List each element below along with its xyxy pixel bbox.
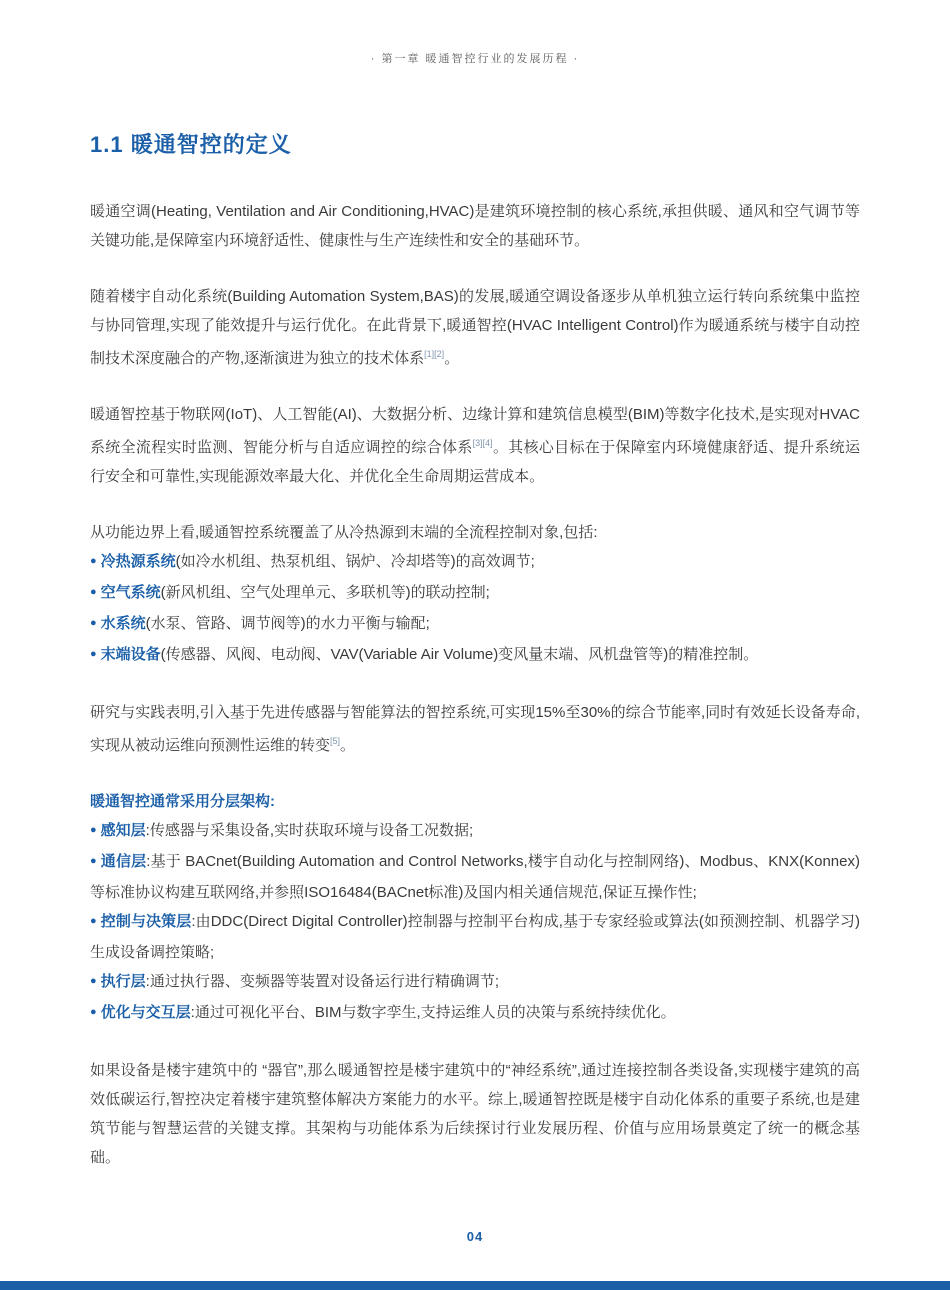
- text-run: :通过可视化平台、BIM与数字孪生,支持运维人员的决策与系统持续优化。: [190, 1004, 676, 1021]
- text-run-sup: [3][4]: [472, 438, 493, 448]
- text-run-accent: 水系统: [100, 615, 146, 632]
- text-run-bullet: ●: [90, 586, 97, 598]
- bullet-item-terminal-devices: [90, 640, 860, 671]
- text-run-bullet: ●: [90, 855, 97, 867]
- bullet-item-air-system: [90, 578, 860, 609]
- text-run-accent: 空气系统: [100, 584, 161, 601]
- text-run-bullet: ●: [90, 648, 97, 660]
- text-run: (水泵、管路、调节阀等)的水力平衡与输配;: [145, 615, 430, 632]
- section-title: 1.1 暖通智控的定义: [90, 132, 292, 157]
- text-run-accent: 冷热源系统: [100, 553, 176, 570]
- text-run-sup: [1][2]: [424, 349, 445, 359]
- bullet-item-optimization-layer: [90, 998, 860, 1029]
- text-run: :由DDC(Direct Digital Controller)控制器与控制平台构成,基于专家经验或算法(如预测控制、机器学习)生成设备调控策略;: [90, 913, 860, 961]
- text-run: :基于 BACnet(Building Automation and Control Networks,楼宇自动化与控制网络)、Modbus、KNX(Konnex) 等标准协议构建互联网络,并参照ISO16484(BACnet标准)及国内相关通信规范,保证互操作性;: [90, 853, 860, 901]
- bullet-item-execution-layer: [90, 967, 860, 998]
- bullet-item-water-system: [90, 609, 860, 640]
- paragraph-definition: [90, 197, 860, 255]
- text-run: (如冷水机组、热泵机组、锅炉、冷却塔等)的高效调节;: [175, 553, 535, 570]
- text-run: (新风机组、空气处理单元、多联机等)的联动控制;: [160, 584, 490, 601]
- text-run-sup: [5]: [330, 736, 341, 746]
- text-run: 随着楼宇自动化系统(Building Automation System,BAS)的发展,暖通空调设备逐步从单机独立运行转向系统集中监控与协同管理,实现了能效提升与运行优化。在此背景下,暖通智控(HVAC Intelligent Control)作为暖通系统与楼宇自动控制技术深度融合的产物,逐渐演进为独立的技术体系: [90, 288, 860, 367]
- text-run-accent: 感知层: [100, 822, 146, 839]
- page-content: [90, 128, 860, 1199]
- bullet-item-cooling-heating: [90, 547, 860, 578]
- chapter-header: · 第一章 暖通智控行业的发展历程 ·: [370, 53, 580, 65]
- text-run: 暖通智控基于物联网(IoT)、人工智能(AI)、大数据分析、边缘计算和建筑信息模型(BIM)等数字化技术,是实现对HVAC系统全流程实时监测、智能分析与自适应调控的综合体系: [90, 406, 860, 456]
- architecture-heading: 暖通智控通常采用分层架构:: [90, 793, 275, 810]
- paragraph-bas-background: [90, 282, 860, 373]
- text-run: :传感器与采集设备,实时获取环境与设备工况数据;: [145, 822, 474, 839]
- text-run: 暖通空调(Heating, Ventilation and Air Conditioning,HVAC)是建筑环境控制的核心系统,承担供暖、通风和空气调节等关键功能,是保障室内环境舒适性、健康性与生产连续性和安全的基础环节。: [90, 203, 860, 249]
- page-number: 04: [466, 1229, 484, 1244]
- paragraph-energy-saving: [90, 698, 860, 760]
- text-run-bullet: ●: [90, 555, 97, 567]
- text-run: 。: [444, 350, 460, 367]
- text-run-accent: 通信层: [100, 853, 147, 870]
- text-run: :通过执行器、变频器等装置对设备运行进行精确调节;: [145, 973, 500, 990]
- text-run-bullet: ●: [90, 617, 97, 629]
- text-run: 研究与实践表明,引入基于先进传感器与智能算法的智控系统,可实现15%至30%的综合节能率,同时有效延长设备寿命,实现从被动运维向预测性运维的转变: [90, 704, 860, 754]
- text-run: 。: [340, 737, 356, 754]
- bullet-item-perception-layer: [90, 816, 860, 847]
- text-run-accent: 末端设备: [100, 646, 161, 663]
- text-run-accent: 控制与决策层: [100, 913, 192, 930]
- text-run: 。其核心目标在于保障室内环境健康舒适、提升系统运行安全和可靠性,实现能源效率最大化、并优化全生命周期运营成本。: [90, 439, 860, 485]
- architecture-layers-group: [90, 816, 860, 1029]
- text-run-bullet: ●: [90, 975, 97, 987]
- text-run: 如果设备是楼宇建筑中的 “器官”,那么暖通智控是楼宇建筑中的“神经系统”,通过连接控制各类设备,实现楼宇建筑的高效低碳运行,智控决定着楼宇建筑整体解决方案能力的水平。综上,暖通智控既是楼宇自动化体系的重要子系统,也是建筑节能与智慧运营的关键支撑。其架构与功能体系为后续探讨行业发展历程、价值与应用场景奠定了统一的概念基础。: [90, 1062, 860, 1166]
- paragraph-technologies: [90, 400, 860, 491]
- bullet-item-communication-layer: [90, 847, 860, 907]
- paragraph-conclusion: [90, 1056, 860, 1172]
- functional-scope-intro: 从功能边界上看,暖通智控系统覆盖了从冷热源到末端的全流程控制对象,包括:: [90, 524, 598, 541]
- text-run-accent: 优化与交互层: [100, 1004, 191, 1021]
- functional-scope-group: [90, 518, 860, 671]
- bullet-item-control-decision-layer: [90, 907, 860, 967]
- text-run-accent: 执行层: [100, 973, 146, 990]
- text-run-bullet: ●: [90, 824, 97, 836]
- footer-accent-bar: [0, 1281, 950, 1290]
- text-run-bullet: ●: [90, 915, 97, 927]
- text-run: (传感器、风阀、电动阀、VAV(Variable Air Volume)变风量末端、风机盘管等)的精准控制。: [160, 646, 759, 663]
- text-run-bullet: ●: [90, 1006, 97, 1018]
